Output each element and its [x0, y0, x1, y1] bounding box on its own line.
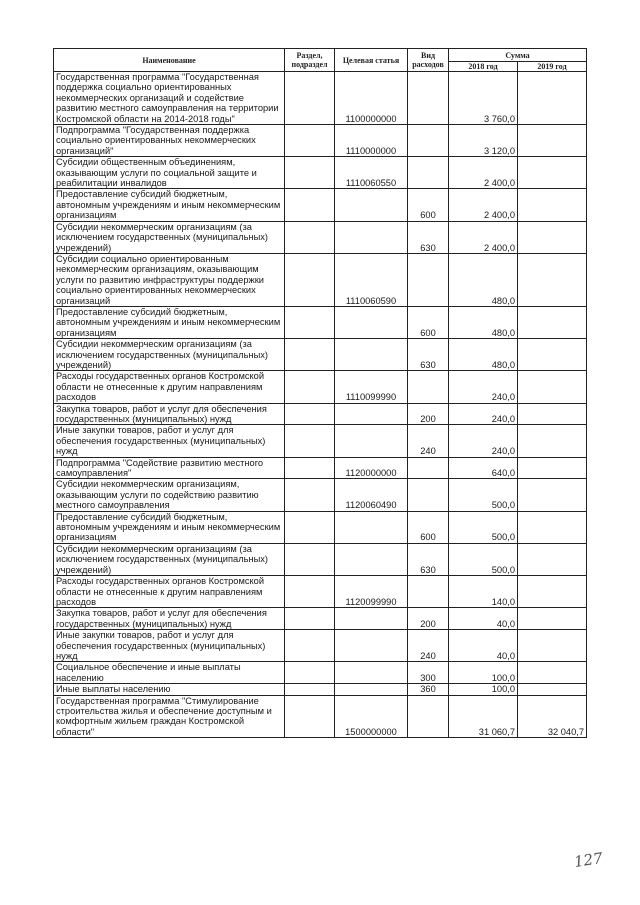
row-expense-type-cell — [408, 72, 449, 125]
row-amount-2019-cell — [518, 72, 587, 125]
table-row — [54, 253, 587, 306]
table-row — [54, 371, 587, 403]
row-section-cell — [285, 306, 335, 338]
row-amount-2018-cell: 2 400,0 — [449, 221, 518, 253]
row-name-cell: Расходы государственных органов Костромской области не отнесенные к другим направлениям расходов — [54, 371, 285, 403]
row-name-cell: Расходы государственных органов Костромской области не отнесенные к другим направлениям расходов — [54, 576, 285, 608]
row-amount-2019-cell — [518, 339, 587, 371]
row-amount-2019-cell — [518, 189, 587, 221]
row-amount-2019-cell — [518, 221, 587, 253]
row-section-cell — [285, 511, 335, 543]
row-amount-2019-cell — [518, 306, 587, 338]
row-amount-2019-cell — [518, 425, 587, 457]
row-name-cell: Иные закупки товаров, работ и услуг для обеспечения государственных (муниципальных) нужд — [54, 425, 285, 457]
row-name-cell: Субсидии общественным объединениям, оказывающим услуги по социальной защите и реабилитации инвалидов — [54, 157, 285, 189]
row-section-cell — [285, 339, 335, 371]
header-sum: Сумма — [449, 49, 587, 62]
row-article-cell: 1100000000 — [335, 72, 408, 125]
table-row — [54, 425, 587, 457]
row-amount-2018-cell: 240,0 — [449, 371, 518, 403]
row-article-cell — [335, 306, 408, 338]
row-expense-type-cell: 600 — [408, 306, 449, 338]
header-year-2018: 2018 год — [449, 62, 518, 72]
header-year-2019: 2019 год — [518, 62, 587, 72]
row-article-cell — [335, 684, 408, 695]
row-amount-2019-cell — [518, 479, 587, 511]
header-section: Раздел, подраздел — [285, 49, 335, 72]
row-name-cell: Предоставление субсидий бюджетным, автономным учреждениям и иным некоммерческим организациям — [54, 306, 285, 338]
row-amount-2019-cell — [518, 157, 587, 189]
row-article-cell — [335, 543, 408, 575]
row-section-cell — [285, 576, 335, 608]
row-amount-2018-cell: 3 760,0 — [449, 72, 518, 125]
row-amount-2019-cell — [518, 125, 587, 157]
row-amount-2019-cell — [518, 576, 587, 608]
row-section-cell — [285, 630, 335, 662]
row-amount-2018-cell: 100,0 — [449, 684, 518, 695]
table-row — [54, 72, 587, 125]
row-amount-2018-cell: 500,0 — [449, 511, 518, 543]
row-name-cell: Субсидии социально ориентированным некоммерческим организациям, оказывающим услуги по развитию инфраструктуры поддержки социально ориентированных некоммерческих организаций — [54, 253, 285, 306]
row-name-cell: Подпрограмма "Содействие развитию местного самоуправления" — [54, 457, 285, 479]
row-expense-type-cell — [408, 125, 449, 157]
header-article: Целевая статья — [335, 49, 408, 72]
row-amount-2018-cell: 40,0 — [449, 608, 518, 630]
row-section-cell — [285, 695, 335, 738]
row-name-cell: Иные выплаты населению — [54, 684, 285, 695]
row-article-cell: 1110000000 — [335, 125, 408, 157]
row-amount-2018-cell: 3 120,0 — [449, 125, 518, 157]
row-article-cell — [335, 630, 408, 662]
row-article-cell — [335, 221, 408, 253]
table-row — [54, 339, 587, 371]
row-amount-2018-cell: 100,0 — [449, 662, 518, 684]
table-body — [54, 72, 587, 738]
row-article-cell: 1120000000 — [335, 457, 408, 479]
row-name-cell: Социальное обеспечение и иные выплаты населению — [54, 662, 285, 684]
row-name-cell: Субсидии некоммерческим организациям (за исключением государственных (муниципальных) учреждений) — [54, 221, 285, 253]
table-row — [54, 403, 587, 425]
row-amount-2018-cell: 500,0 — [449, 479, 518, 511]
row-name-cell: Закупка товаров, работ и услуг для обеспечения государственных (муниципальных) нужд — [54, 608, 285, 630]
row-amount-2019-cell — [518, 543, 587, 575]
row-article-cell: 1110060550 — [335, 157, 408, 189]
row-expense-type-cell: 200 — [408, 608, 449, 630]
row-article-cell: 1110099990 — [335, 371, 408, 403]
row-expense-type-cell: 600 — [408, 511, 449, 543]
row-article-cell — [335, 189, 408, 221]
table-row — [54, 511, 587, 543]
table-row — [54, 457, 587, 479]
row-amount-2019-cell — [518, 630, 587, 662]
row-section-cell — [285, 371, 335, 403]
row-amount-2018-cell: 640,0 — [449, 457, 518, 479]
table-row — [54, 630, 587, 662]
header-name: Наименование — [54, 49, 285, 72]
row-expense-type-cell: 630 — [408, 221, 449, 253]
row-expense-type-cell: 600 — [408, 189, 449, 221]
row-section-cell — [285, 72, 335, 125]
row-section-cell — [285, 221, 335, 253]
row-expense-type-cell — [408, 253, 449, 306]
row-name-cell: Предоставление субсидий бюджетным, автономным учреждениям и иным некоммерческим организациям — [54, 189, 285, 221]
budget-table — [53, 48, 587, 738]
row-article-cell: 1500000000 — [335, 695, 408, 738]
row-section-cell — [285, 608, 335, 630]
row-name-cell: Государственная программа "Стимулирование строительства жилья и обеспечение доступным и комфортным жильем граждан Костромской области" — [54, 695, 285, 738]
row-section-cell — [285, 189, 335, 221]
row-expense-type-cell: 300 — [408, 662, 449, 684]
row-section-cell — [285, 403, 335, 425]
row-section-cell — [285, 543, 335, 575]
row-expense-type-cell — [408, 479, 449, 511]
row-expense-type-cell: 240 — [408, 630, 449, 662]
row-section-cell — [285, 479, 335, 511]
row-amount-2018-cell: 140,0 — [449, 576, 518, 608]
table-row — [54, 543, 587, 575]
row-name-cell: Закупка товаров, работ и услуг для обеспечения государственных (муниципальных) нужд — [54, 403, 285, 425]
row-amount-2018-cell: 480,0 — [449, 339, 518, 371]
row-article-cell: 1120099990 — [335, 576, 408, 608]
row-amount-2019-cell — [518, 684, 587, 695]
row-expense-type-cell: 630 — [408, 543, 449, 575]
row-amount-2018-cell: 240,0 — [449, 403, 518, 425]
row-amount-2018-cell: 500,0 — [449, 543, 518, 575]
handwritten-page-number: 127 — [572, 849, 604, 871]
row-amount-2019-cell — [518, 457, 587, 479]
row-name-cell: Государственная программа "Государственная поддержка социально ориентированных некоммерческих организаций и содействие развитию местного самоуправления на территории Костромской области на 2014-2018 годы" — [54, 72, 285, 125]
row-article-cell — [335, 511, 408, 543]
row-name-cell: Субсидии некоммерческим организациям (за исключением государственных (муниципальных) учреждений) — [54, 339, 285, 371]
row-amount-2019-cell — [518, 662, 587, 684]
table-row — [54, 576, 587, 608]
row-article-cell — [335, 339, 408, 371]
row-expense-type-cell: 360 — [408, 684, 449, 695]
row-article-cell — [335, 425, 408, 457]
table-row — [54, 479, 587, 511]
row-amount-2019-cell — [518, 511, 587, 543]
row-amount-2019-cell — [518, 403, 587, 425]
table-row — [54, 662, 587, 684]
row-expense-type-cell — [408, 457, 449, 479]
row-amount-2018-cell: 480,0 — [449, 306, 518, 338]
row-article-cell: 1120060490 — [335, 479, 408, 511]
table-row — [54, 221, 587, 253]
row-article-cell: 1110060590 — [335, 253, 408, 306]
row-name-cell: Иные закупки товаров, работ и услуг для обеспечения государственных (муниципальных) нужд — [54, 630, 285, 662]
row-section-cell — [285, 157, 335, 189]
row-article-cell — [335, 662, 408, 684]
row-section-cell — [285, 425, 335, 457]
table-row — [54, 608, 587, 630]
header-expense-type: Вид расходов — [408, 49, 449, 72]
row-amount-2018-cell: 480,0 — [449, 253, 518, 306]
table-row — [54, 684, 587, 695]
row-expense-type-cell — [408, 576, 449, 608]
row-section-cell — [285, 125, 335, 157]
row-amount-2019-cell — [518, 371, 587, 403]
row-expense-type-cell: 630 — [408, 339, 449, 371]
table-row — [54, 306, 587, 338]
row-section-cell — [285, 662, 335, 684]
row-name-cell: Подпрограмма "Государственная поддержка социально ориентированных некоммерческих организаций" — [54, 125, 285, 157]
row-name-cell: Субсидии некоммерческим организациям, оказывающим услуги по содействию развитию местного самоуправления — [54, 479, 285, 511]
row-amount-2018-cell: 31 060,7 — [449, 695, 518, 738]
table-row — [54, 125, 587, 157]
row-name-cell: Субсидии некоммерческим организациям (за исключением государственных (муниципальных) учреждений) — [54, 543, 285, 575]
row-amount-2018-cell: 40,0 — [449, 630, 518, 662]
row-expense-type-cell — [408, 371, 449, 403]
row-amount-2019-cell: 32 040,7 — [518, 695, 587, 738]
row-expense-type-cell — [408, 157, 449, 189]
row-amount-2019-cell — [518, 608, 587, 630]
row-amount-2018-cell: 240,0 — [449, 425, 518, 457]
row-name-cell: Предоставление субсидий бюджетным, автономным учреждениям и иным некоммерческим организациям — [54, 511, 285, 543]
table-row — [54, 695, 587, 738]
row-amount-2018-cell: 2 400,0 — [449, 189, 518, 221]
row-article-cell — [335, 608, 408, 630]
row-section-cell — [285, 253, 335, 306]
table-row — [54, 157, 587, 189]
row-section-cell — [285, 457, 335, 479]
row-amount-2019-cell — [518, 253, 587, 306]
row-expense-type-cell: 200 — [408, 403, 449, 425]
table-header — [54, 49, 587, 72]
row-section-cell — [285, 684, 335, 695]
table-row — [54, 189, 587, 221]
row-amount-2018-cell: 2 400,0 — [449, 157, 518, 189]
row-article-cell — [335, 403, 408, 425]
row-expense-type-cell: 240 — [408, 425, 449, 457]
row-expense-type-cell — [408, 695, 449, 738]
